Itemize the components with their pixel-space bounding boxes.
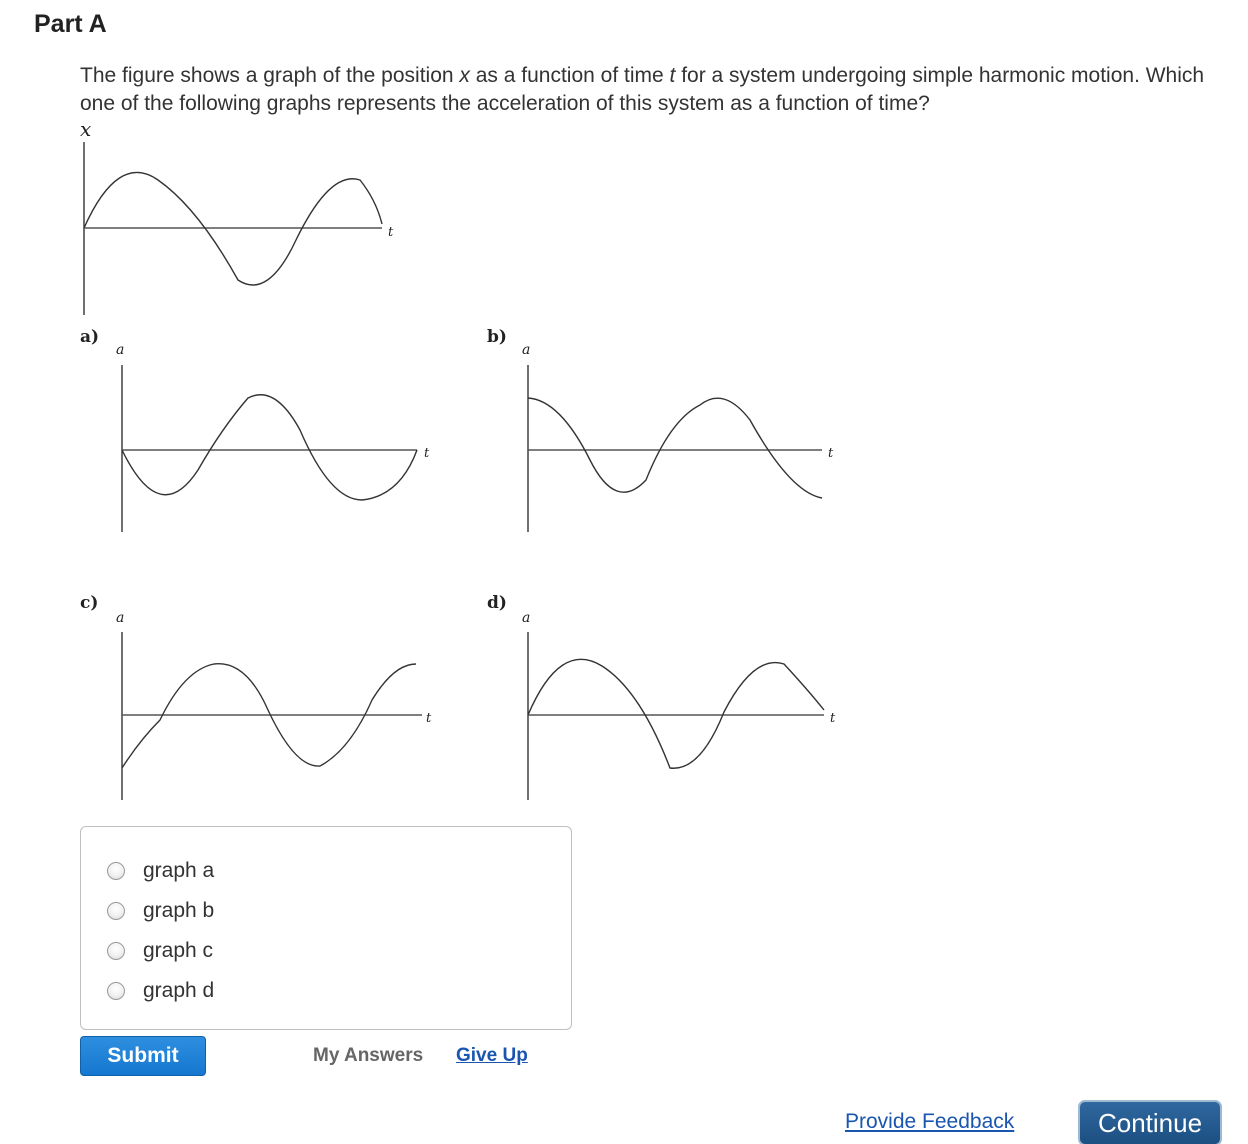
graph-b-curve	[528, 398, 822, 498]
graph-c-label: c)	[80, 593, 99, 613]
graph-d-label: d)	[487, 593, 507, 613]
question-var-t: t	[669, 64, 676, 87]
option-graph-a	[122, 365, 417, 532]
question-var-x: x	[459, 64, 470, 87]
choice-graph-d[interactable]	[107, 979, 214, 1003]
radio-button[interactable]	[107, 982, 125, 1000]
graph-a-label: a)	[80, 327, 100, 347]
choice-label: graph a	[143, 859, 215, 882]
radio-button[interactable]	[107, 942, 125, 960]
option-graph-d	[528, 632, 824, 800]
choice-label: graph c	[143, 939, 214, 962]
option-graph-c	[122, 632, 422, 800]
choice-graph-a[interactable]	[107, 859, 214, 883]
graph-d-curve	[528, 659, 824, 768]
graph-b-t-label: t	[828, 446, 834, 461]
choice-graph-c[interactable]	[107, 939, 213, 963]
radio-button[interactable]	[107, 902, 125, 920]
question-text-3: for a system undergoing simple harmonic motion. Which one of the following graphs represents the acceleration of this system as a function of time?	[80, 64, 1205, 115]
graph-b-y-label: a	[522, 342, 531, 358]
graph-c-curve	[122, 664, 416, 768]
graph-c-t-label: t	[426, 711, 432, 726]
part-title: Part A	[34, 10, 107, 38]
graph-d-y-label: a	[522, 610, 531, 626]
provide-feedback-link[interactable]: Provide Feedback	[845, 1110, 1015, 1133]
give-up-link[interactable]: Give Up	[456, 1045, 528, 1066]
submit-button[interactable]: Submit	[80, 1036, 206, 1076]
graph-a-t-label: t	[424, 446, 430, 461]
graph-a-curve	[122, 395, 417, 500]
choice-label: graph b	[143, 899, 215, 922]
graph-a-y-label: a	[116, 342, 125, 358]
answer-choices	[80, 826, 572, 1030]
main-graph-t-label: t	[388, 225, 394, 240]
question-text-1: The figure shows a graph of the position	[80, 64, 460, 87]
main-position-graph	[84, 142, 382, 315]
choice-label: graph d	[143, 979, 215, 1002]
option-graph-b	[528, 365, 822, 532]
main-graph-y-label: x	[80, 117, 92, 141]
question-text-2: as a function of time	[469, 64, 670, 87]
graph-b-label: b)	[487, 327, 507, 347]
choice-graph-b[interactable]	[107, 899, 214, 923]
continue-button[interactable]: Continue	[1078, 1100, 1222, 1144]
main-graph-curve	[84, 172, 382, 285]
graph-c-y-label: a	[116, 610, 125, 626]
my-answers-link: My Answers	[313, 1045, 424, 1066]
graph-d-t-label: t	[830, 711, 836, 726]
radio-button[interactable]	[107, 862, 125, 880]
